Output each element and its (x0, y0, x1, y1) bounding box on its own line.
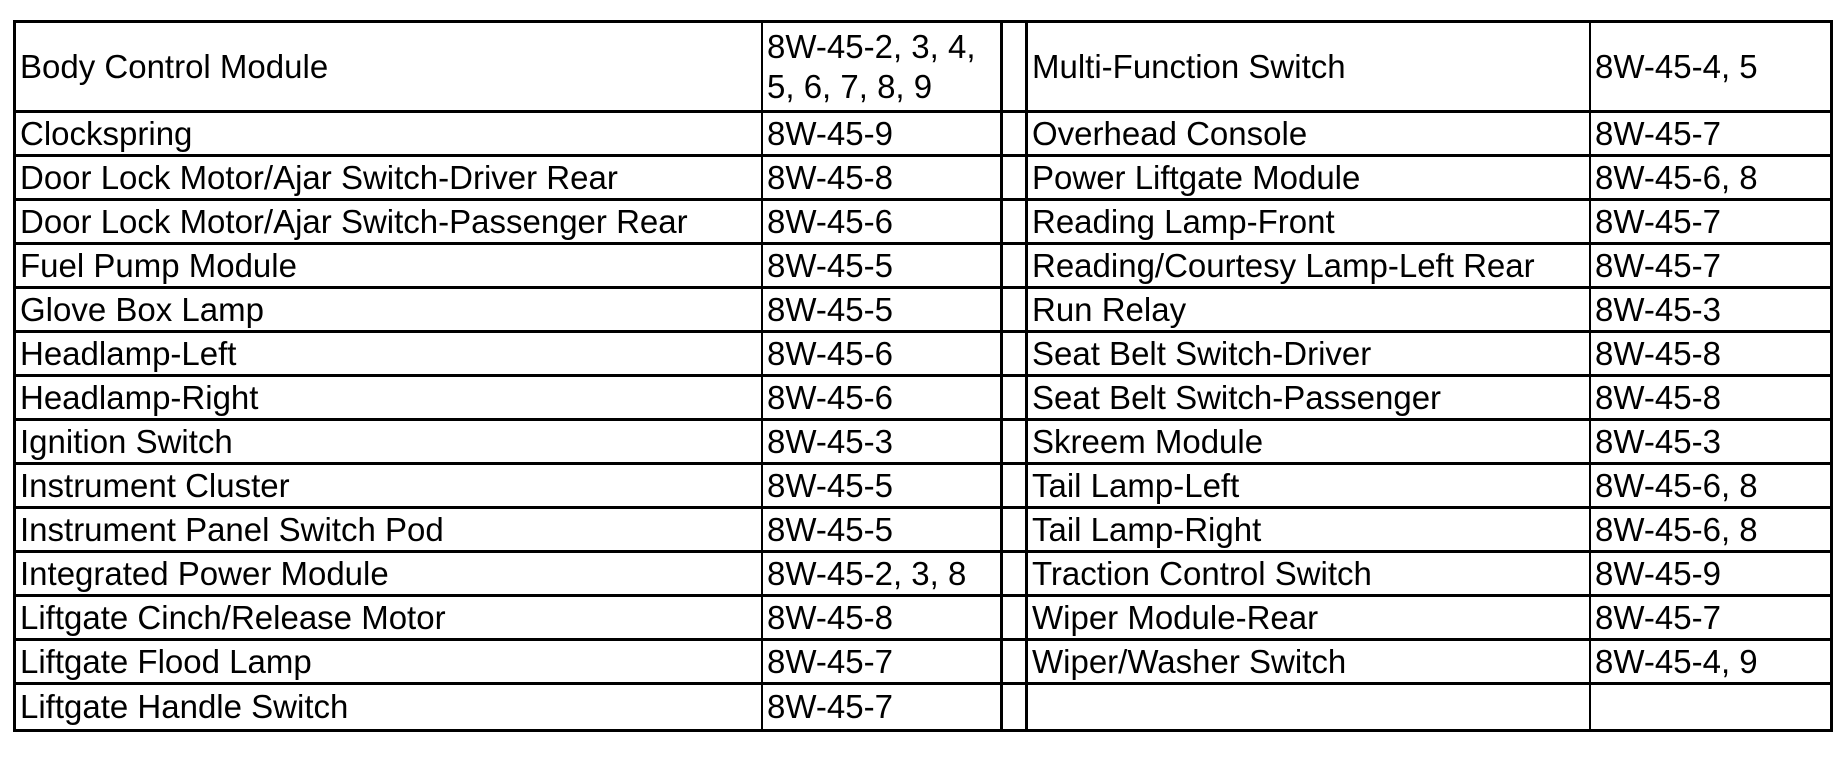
right-component-cell: Tail Lamp-Right (1028, 509, 1591, 550)
left-page-cell: 8W-45-2, 3, 8 (763, 553, 1003, 594)
table-row (16, 245, 1830, 289)
column-gap (1003, 465, 1028, 506)
left-component-cell: Headlamp-Left (16, 333, 763, 374)
left-component-cell: Headlamp-Right (16, 377, 763, 418)
left-component-cell: Instrument Cluster (16, 465, 763, 506)
left-page-cell: 8W-45-6 (763, 201, 1003, 242)
left-page-cell: 8W-45-6 (763, 333, 1003, 374)
table-row (16, 509, 1830, 553)
right-page-cell: 8W-45-8 (1595, 378, 1721, 416)
right-page-cell: 8W-45-7 (1595, 202, 1721, 240)
right-component-cell: Wiper Module-Rear (1028, 597, 1591, 638)
column-gap (1003, 509, 1028, 550)
right-page-cell: 8W-45-7 (1595, 246, 1721, 284)
right-component-cell: Seat Belt Switch-Passenger (1028, 377, 1591, 418)
right-component-cell: Multi-Function Switch (1028, 23, 1591, 110)
right-page-cell: 8W-45-4, 9 (1595, 642, 1758, 680)
right-component-cell: Reading Lamp-Front (1028, 201, 1591, 242)
right-page-cell: 8W-45-6, 8 (1595, 466, 1758, 504)
right-component-cell: Seat Belt Switch-Driver (1028, 333, 1591, 374)
right-component-cell: Overhead Console (1028, 113, 1591, 154)
column-gap (1003, 23, 1028, 110)
left-page-cell: 8W-45-5 (763, 289, 1003, 330)
left-component-cell: Liftgate Handle Switch (16, 685, 763, 729)
table-row (16, 377, 1830, 421)
right-page-cell: 8W-45-6, 8 (1595, 158, 1758, 196)
right-component-cell: Power Liftgate Module (1028, 157, 1591, 198)
table-row (16, 333, 1830, 377)
left-component-cell: Liftgate Cinch/Release Motor (16, 597, 763, 638)
column-gap (1003, 333, 1028, 374)
left-component-cell: Body Control Module (16, 23, 763, 110)
column-gap (1003, 685, 1028, 729)
left-component-cell: Door Lock Motor/Ajar Switch-Passenger Rear (16, 201, 763, 242)
right-component-cell: Reading/Courtesy Lamp-Left Rear (1028, 245, 1591, 286)
right-component-cell: Skreem Module (1028, 421, 1591, 462)
column-gap (1003, 421, 1028, 462)
left-component-cell: Fuel Pump Module (16, 245, 763, 286)
right-page-cell: 8W-45-9 (1595, 554, 1721, 592)
right-page-cell: 8W-45-3 (1595, 422, 1721, 460)
column-gap (1003, 289, 1028, 330)
left-component-cell: Liftgate Flood Lamp (16, 641, 763, 682)
left-page-cell: 8W-45-8 (763, 597, 1003, 638)
left-page-cell: 8W-45-9 (763, 113, 1003, 154)
table-row (16, 597, 1830, 641)
right-page-cell: 8W-45-6, 8 (1595, 510, 1758, 548)
column-gap (1003, 553, 1028, 594)
table-row (16, 201, 1830, 245)
left-page-cell: 8W-45-2, 3, 4, 5, 6, 7, 8, 9 (763, 23, 1003, 110)
right-page-cell: 8W-45-7 (1595, 114, 1721, 152)
right-component-cell: Wiper/Washer Switch (1028, 641, 1591, 682)
left-page-cell: 8W-45-7 (763, 685, 1003, 729)
column-gap (1003, 377, 1028, 418)
left-component-cell: Door Lock Motor/Ajar Switch-Driver Rear (16, 157, 763, 198)
right-component-cell: Traction Control Switch (1028, 553, 1591, 594)
component-index-table (13, 20, 1833, 732)
table-row (16, 23, 1830, 113)
table-row (16, 465, 1830, 509)
table-row (16, 157, 1830, 201)
right-page-cell: 8W-45-8 (1595, 334, 1721, 372)
column-gap (1003, 641, 1028, 682)
right-page-cell: 8W-45-4, 5 (1595, 47, 1758, 85)
left-page-cell: 8W-45-3 (763, 421, 1003, 462)
column-gap (1003, 113, 1028, 154)
left-component-cell: Integrated Power Module (16, 553, 763, 594)
right-page-cell (1591, 685, 1830, 729)
right-component-cell (1028, 685, 1591, 729)
left-component-cell: Clockspring (16, 113, 763, 154)
column-gap (1003, 157, 1028, 198)
right-component-cell: Tail Lamp-Left (1028, 465, 1591, 506)
column-gap (1003, 597, 1028, 638)
table-row (16, 113, 1830, 157)
left-page-cell: 8W-45-6 (763, 377, 1003, 418)
left-page-cell: 8W-45-5 (763, 465, 1003, 506)
table-row (16, 553, 1830, 597)
left-component-cell: Glove Box Lamp (16, 289, 763, 330)
table-row (16, 685, 1830, 729)
left-page-cell: 8W-45-7 (763, 641, 1003, 682)
right-component-cell: Run Relay (1028, 289, 1591, 330)
left-page-cell: 8W-45-8 (763, 157, 1003, 198)
left-page-cell: 8W-45-5 (763, 509, 1003, 550)
table-row (16, 421, 1830, 465)
right-page-cell: 8W-45-7 (1595, 598, 1721, 636)
table-row (16, 641, 1830, 685)
left-component-cell: Instrument Panel Switch Pod (16, 509, 763, 550)
left-component-cell: Ignition Switch (16, 421, 763, 462)
column-gap (1003, 201, 1028, 242)
right-page-cell: 8W-45-3 (1595, 290, 1721, 328)
table-row (16, 289, 1830, 333)
left-page-cell: 8W-45-5 (763, 245, 1003, 286)
column-gap (1003, 245, 1028, 286)
